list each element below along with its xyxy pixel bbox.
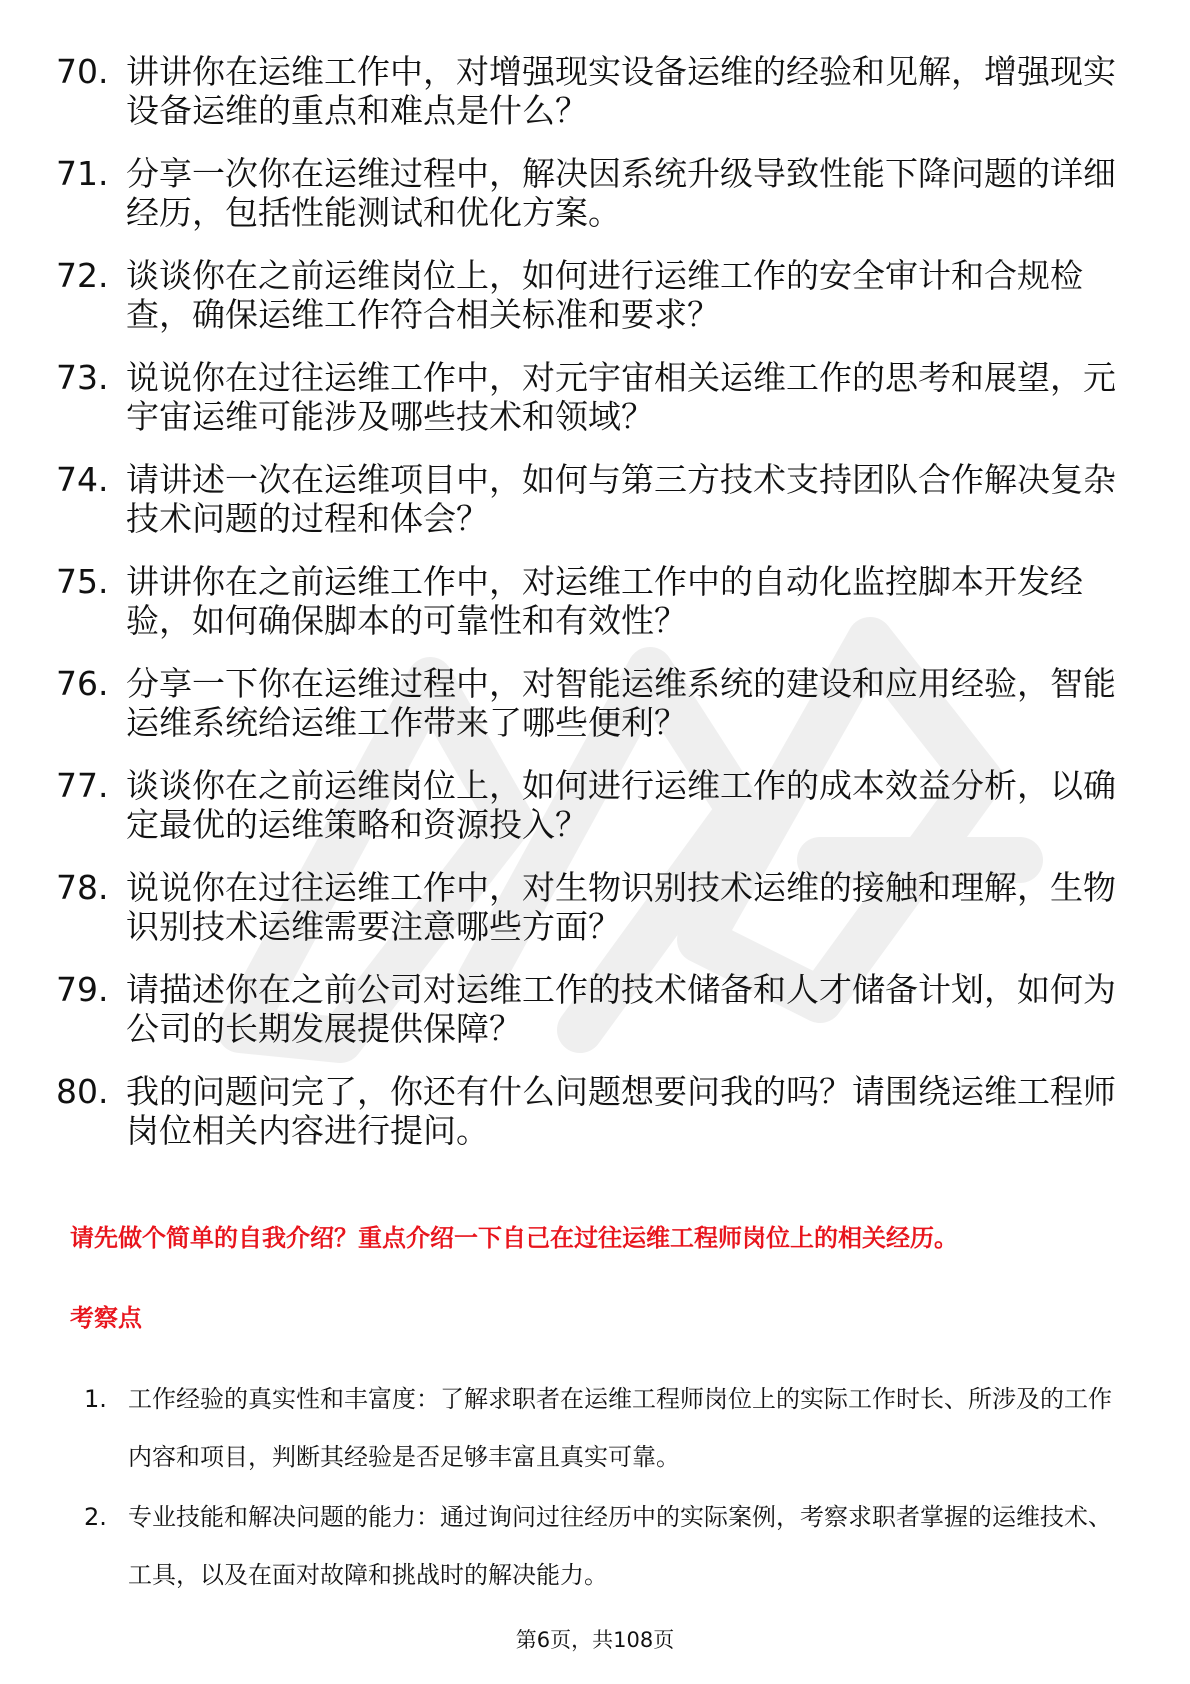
question-number: 79. [56, 970, 109, 1009]
question-text: 分享一下你在运维过程中，对智能运维系统的建设和应用经验，智能运维系统给运维工作带来了哪些便利？ [126, 664, 1116, 742]
question-number: 77. [56, 766, 109, 805]
question-number: 70. [56, 52, 109, 91]
question-text: 分享一次你在运维过程中，解决因系统升级导致性能下降问题的详细经历，包括性能测试和优化方案。 [126, 154, 1116, 232]
question-text: 请讲述一次在运维项目中，如何与第三方技术支持团队合作解决复杂技术问题的过程和体会？ [126, 460, 1116, 538]
question-number: 72. [56, 256, 109, 295]
assessment-point [84, 1488, 1124, 1604]
question-list [56, 52, 1116, 1174]
answer-question-title: 请先做个简单的自我介绍？重点介绍一下自己在过往运维工程师岗位上的相关经历。 [70, 1224, 958, 1252]
question-text: 说说你在过往运维工作中，对元宇宙相关运维工作的思考和展望，元宇宙运维可能涉及哪些技术和领域？ [126, 358, 1116, 436]
question-text: 谈谈你在之前运维岗位上，如何进行运维工作的安全审计和合规检查，确保运维工作符合相关标准和要求？ [126, 256, 1083, 334]
assessment-points-label: 考察点 [70, 1304, 142, 1332]
question-item [56, 52, 1116, 130]
question-number: 80. [56, 1072, 109, 1111]
question-text: 讲讲你在运维工作中，对增强现实设备运维的经验和见解，增强现实设备运维的重点和难点是什么？ [126, 52, 1116, 130]
point-number: 1. [84, 1385, 107, 1413]
question-item [56, 358, 1116, 436]
question-number: 78. [56, 868, 109, 907]
question-item [56, 460, 1116, 538]
question-number: 73. [56, 358, 109, 397]
question-number: 74. [56, 460, 109, 499]
question-item [56, 868, 1116, 946]
assessment-point [84, 1370, 1124, 1486]
question-item [56, 766, 1116, 844]
page-footer: 第6页，共108页 [515, 1628, 675, 1652]
assessment-points-list [84, 1370, 1124, 1606]
question-item [56, 664, 1116, 742]
point-number: 2. [84, 1503, 107, 1531]
question-item [56, 256, 1116, 334]
question-text: 请描述你在之前公司对运维工作的技术储备和人才储备计划，如何为公司的长期发展提供保障？ [126, 970, 1116, 1048]
question-number: 75. [56, 562, 109, 601]
question-item [56, 970, 1116, 1048]
question-item [56, 1072, 1116, 1150]
question-text: 谈谈你在之前运维岗位上，如何进行运维工作的成本效益分析，以确定最优的运维策略和资源投入？ [126, 766, 1116, 844]
point-text: 工作经验的真实性和丰富度：了解求职者在运维工程师岗位上的实际工作时长、所涉及的工作内容和项目，判断其经验是否足够丰富且真实可靠。 [128, 1385, 1112, 1471]
question-item [56, 154, 1116, 232]
point-text: 专业技能和解决问题的能力：通过询问过往经历中的实际案例，考察求职者掌握的运维技术、工具，以及在面对故障和挑战时的解决能力。 [128, 1503, 1112, 1589]
question-text: 讲讲你在之前运维工作中，对运维工作中的自动化监控脚本开发经验，如何确保脚本的可靠性和有效性？ [126, 562, 1083, 640]
question-number: 71. [56, 154, 109, 193]
question-number: 76. [56, 664, 109, 703]
question-text: 说说你在过往运维工作中，对生物识别技术运维的接触和理解，生物识别技术运维需要注意哪些方面？ [126, 868, 1116, 946]
question-item [56, 562, 1116, 640]
question-text: 我的问题问完了，你还有什么问题想要问我的吗？请围绕运维工程师岗位相关内容进行提问。 [126, 1072, 1116, 1150]
